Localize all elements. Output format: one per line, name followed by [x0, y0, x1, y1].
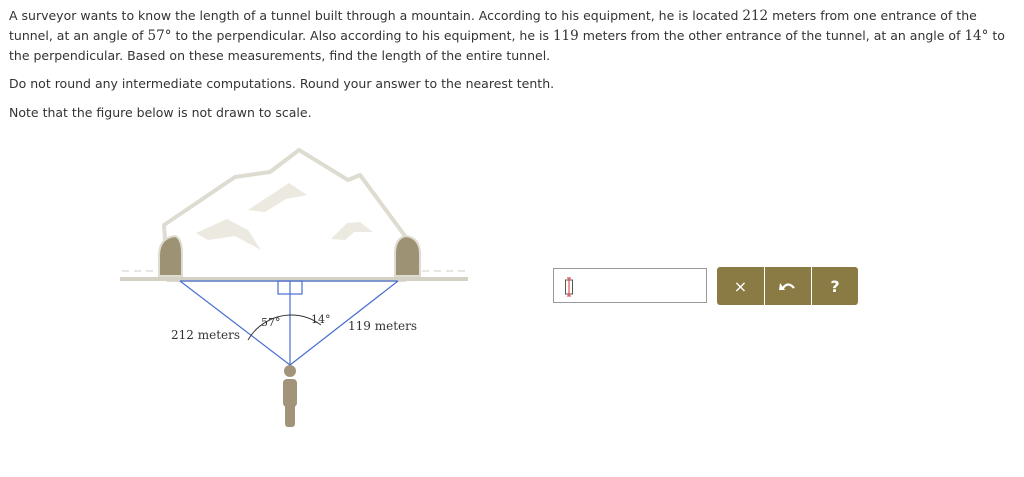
problem-text-part: meters from the other entrance of the tunnel, at an angle of [578, 28, 965, 43]
problem-text-part: to the perpendicular. Also according to his equipment, he is [171, 28, 553, 43]
undo-icon [779, 279, 797, 293]
answer-toolbar [717, 267, 858, 305]
left-tunnel-entrance [159, 236, 182, 276]
problem-text-part: A surveyor wants to know the length of a tunnel built through a mountain. According to his equipment, he is located [9, 8, 743, 23]
right-angle-label: 14° [311, 313, 331, 326]
distance-two: 119 [552, 28, 579, 44]
clear-button[interactable] [717, 267, 764, 305]
close-icon: × [733, 276, 748, 296]
mountain-illustration [164, 150, 408, 280]
angle-one: 57° [147, 28, 172, 44]
problem-text-part: meters from one entrance of the tunnel, at an angle of [9, 8, 977, 43]
surveyor-figure [283, 365, 297, 427]
right-distance-label: 119 meters [348, 319, 418, 333]
undo-button[interactable] [764, 267, 811, 305]
angle-two: 14° [964, 28, 989, 44]
problem-statement [9, 6, 1014, 123]
help-button[interactable] [811, 267, 858, 305]
scale-note: Note that the figure below is not drawn to scale. [9, 105, 312, 120]
tunnel-figure [110, 140, 480, 435]
distance-one: 212 [742, 8, 769, 24]
text-cursor-icon [563, 277, 575, 297]
left-distance-label: 212 meters [171, 328, 241, 342]
question-icon: ? [830, 276, 840, 296]
rounding-instruction: Do not round any intermediate computations. Round your answer to the nearest tenth. [9, 76, 555, 91]
left-angle-label: 57° [261, 316, 281, 329]
problem-text-part: to the perpendicular. Based on these measurements, find the length of the entire tunnel. [9, 28, 1005, 63]
right-tunnel-entrance [395, 236, 420, 276]
answer-input-box[interactable] [553, 268, 707, 303]
problem-text [9, 6, 1014, 66]
